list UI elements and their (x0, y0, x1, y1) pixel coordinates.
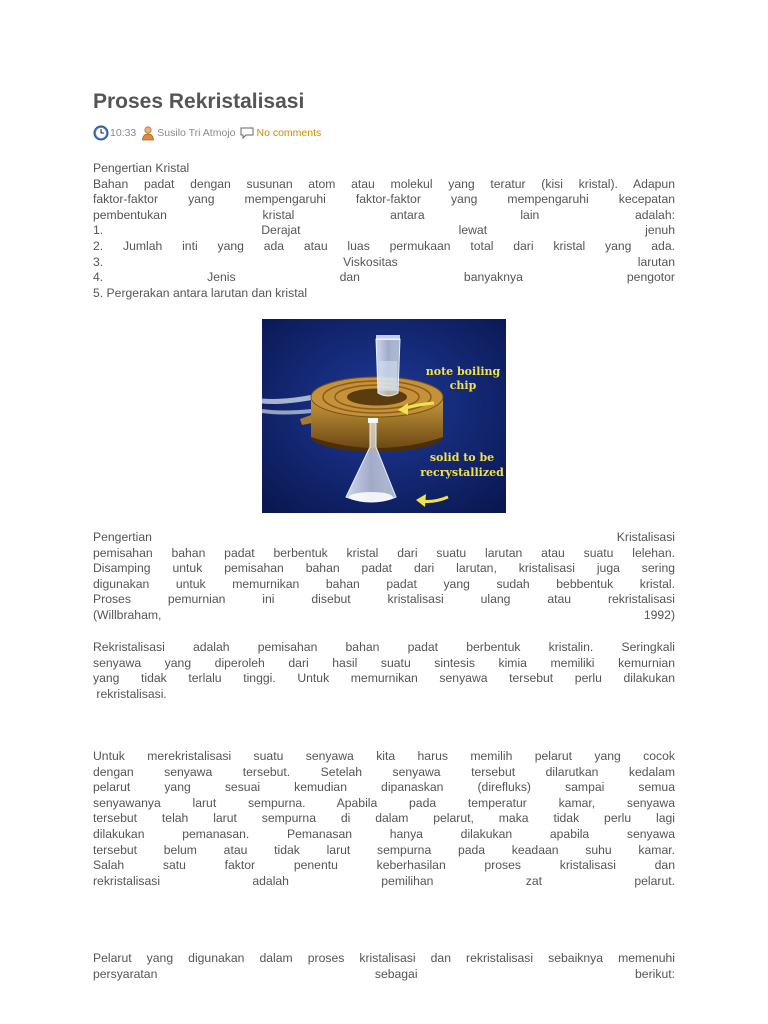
text-line: tersebut belum atau tidak larut sempurna pada keadaan suhu kamar. (93, 842, 675, 857)
text-line: Bahan padat dengan susunan atom atau molekul yang teratur (kisi kristal). Adapun (93, 176, 675, 191)
post-title: Proses Rekristalisasi (93, 90, 305, 113)
text-line: 5. Pergerakan antara larutan dan kristal (93, 285, 308, 300)
text-line: 1. Derajat lewat jenuh (93, 223, 675, 238)
recrystallization-photo (262, 319, 506, 513)
text-line: faktor-faktor yang mempengaruhi faktor-faktor yang mempengaruhi kecepatan (93, 192, 675, 207)
comments-link[interactable]: No comments (256, 127, 322, 139)
section-heading: Pengertian Kristal (93, 161, 190, 175)
text-line: Salah satu faktor penentu keberhasilan proses kristalisasi dan (93, 858, 675, 873)
post-meta (93, 124, 321, 142)
label-boiling-chip: note boiling (425, 365, 501, 378)
section-persyaratan (93, 951, 675, 982)
text-line: yang tidak terlalu tinggi. Untuk memurnikan senyawa tersebut perlu dilakukan (93, 671, 675, 686)
text-line: senyawa yang diperoleh dari hasil suatu sintesis kimia memiliki kemurnian (93, 655, 675, 670)
post-author[interactable]: Susilo Tri Atmojo (157, 127, 236, 139)
text-line: dengan senyawa tersebut. Setelah senyawa tersebut dilarutkan kedalam (93, 764, 675, 779)
text-line: Rekristalisasi adalah pemisahan bahan padat berbentuk kristalin. Seringkali (93, 640, 675, 654)
text-line: pembentukan kristal antara lain adalah: (93, 207, 675, 222)
text-line: Untuk merekristalisasi suatu senyawa kita harus memilih pelarut yang cocok (93, 749, 675, 763)
text-line: pemisahan bahan padat berbentuk kristal dari suatu larutan atau suatu lelehan. (93, 545, 675, 560)
text-line: dilakukan pemanasan. Pemanasan hanya dilakukan apabila senyawa (93, 826, 675, 841)
text-line: 2. Jumlah inti yang ada atau luas permukaan total dari kristal yang ada. (93, 238, 675, 253)
text-line: tersebut telah larut sempurna di dalam pelarut, maka tidak perlu lagi (93, 811, 675, 826)
text-line: Pelarut yang digunakan dalam proses kristalisasi dan rekristalisasi sebaiknya memenuhi (93, 951, 675, 965)
text-line: senyawanya larut sempurna. Apabila pada temperatur kamar, senyawa (93, 795, 675, 810)
text-line: Disamping untuk pemisahan bahan padat dari larutan, kristalisasi juga sering (93, 561, 675, 576)
clock-icon (93, 125, 109, 141)
text-line: pelarut yang sesuai kemudian dipanaskan (direfluks) sampai semua (93, 780, 675, 795)
text-line: 3. Viskositas larutan (93, 254, 675, 269)
author-icon (140, 125, 156, 141)
label-recrystallized: recrystallized (420, 466, 504, 479)
section-pemilihan-pelarut (93, 749, 675, 889)
comment-icon (239, 125, 255, 141)
label-boiling-chip-2: chip (449, 379, 477, 392)
text-line: persyaratan sebagai berikut: (93, 966, 675, 981)
label-solid: solid to be (429, 451, 495, 464)
text-line: 4. Jenis dan banyaknya pengotor (93, 270, 675, 285)
text-line: (Willbraham, 1992) (93, 607, 675, 622)
text-line: rekristalisasi adalah pemilihan zat pelarut. (93, 873, 675, 888)
text-line: rekristalisasi. (93, 686, 167, 701)
post-time: 10:33 (110, 127, 137, 139)
text-line: Proses pemurnian ini disebut kristalisasi ulang atau rekristalisasi (93, 592, 675, 607)
section-pengertian-kristal (93, 161, 675, 301)
text-line: Pengertian Kristalisasi (93, 530, 675, 544)
section-rekristalisasi (93, 640, 675, 702)
section-pengertian-kristalisasi (93, 530, 675, 624)
text-line: digunakan untuk memurnikan bahan padat yang sudah bebbentuk kristal. (93, 576, 675, 591)
